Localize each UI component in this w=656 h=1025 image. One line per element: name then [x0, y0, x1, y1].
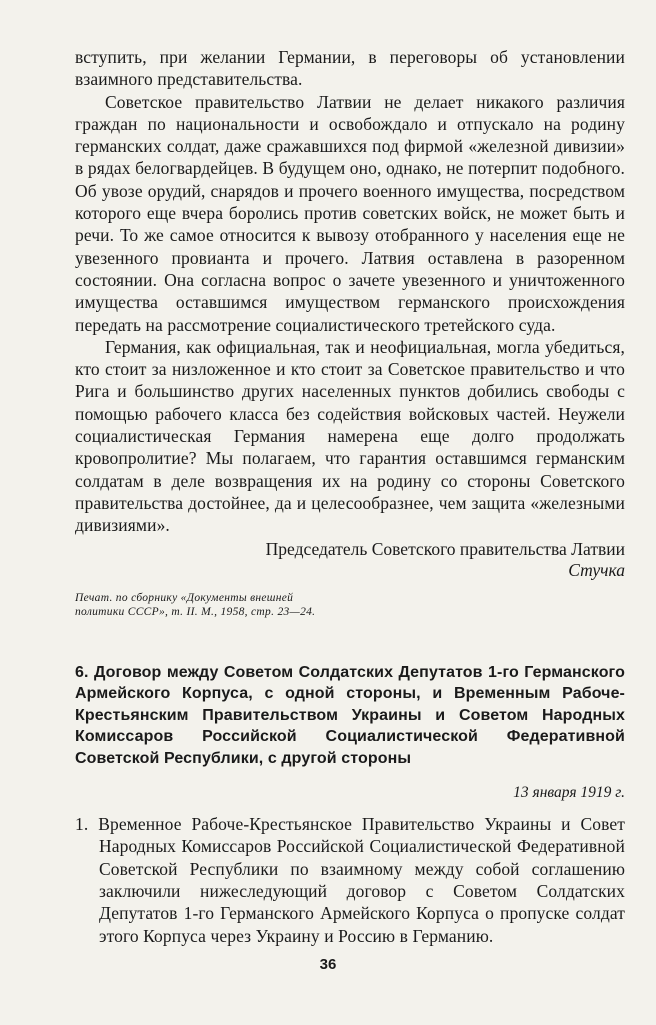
document-heading: 6. Договор между Советом Солдатских Депутатов 1-го Германского Армейского Корпуса, с одной стороны, и Временным Рабоче-Крестьянским Правительством Украины и Советом Народных Комиссаров Российской Социалистической Федеративной Советской Республики, с другой стороны [75, 663, 625, 767]
paragraph-germany-appeal: Германия, как официальная, так и неофициальная, могла убедиться, кто стоит за низложенное и кто стоит за Советское правительство и что Рига и большинство других населенных пунктов добились свободы с помощью рабочего класса без содействия войсковых частей. Неужели социалистическая Германия намерена еще долго продолжать кровопролитие? Мы полагаем, что гарантия оставшимся германским солдатам в деле возвращения их на родину со стороны Советского правительства достойнее, да и целесообразнее, чем защита «железными дивизиями». [75, 336, 625, 536]
document-date: 13 января 1919 г. [513, 784, 625, 802]
signature-title: Председатель Советского правительства Латвии [265, 538, 625, 559]
page-number: 36 [319, 956, 337, 973]
clause-1: 1. Временное Рабоче-Крестьянское Правительство Украины и Совет Народных Комиссаров Российской Социалистической Федеративной Советской Республики по взаимному между собой соглашению заключили нижеследующий договор с Советом Солдатских Депутатов 1-го Германского Армейского Корпуса о пропуске солдат этого Корпуса через Украину и Россию в Германию. [75, 814, 625, 946]
source-note: Печат. по сборнику «Документы внешней политики СССР», т. II. М., 1958, стр. 23—24. [75, 591, 316, 619]
paragraph-continuation: вступить, при желании Германии, в переговоры об установлении взаимного представительства. [75, 47, 625, 90]
signature-name: Стучка [568, 559, 625, 580]
paragraph-latvia-policy: Советское правительство Латвии не делает никакого различия граждан по национальности и освобождало и отпускало на родину германских солдат, даже сражавшихся под фирмой «железной дивизии» в рядах белогвардейцев. В будущем оно, однако, не потерпит подобного. Об увозе орудий, снарядов и прочего военного имущества, посредством которого еще вчера боролись против советских войск, не может быть и речи. То же самое относится к вывозу отобранного у населения еще не увезенного провианта и прочего. Латвия оставлена в разоренном состоянии. Она согласна вопрос о зачете увезенного и уничтоженного имущества оставшимся имуществом германского происхождения передать на рассмотрение социалистического третейского суда. [75, 91, 625, 335]
